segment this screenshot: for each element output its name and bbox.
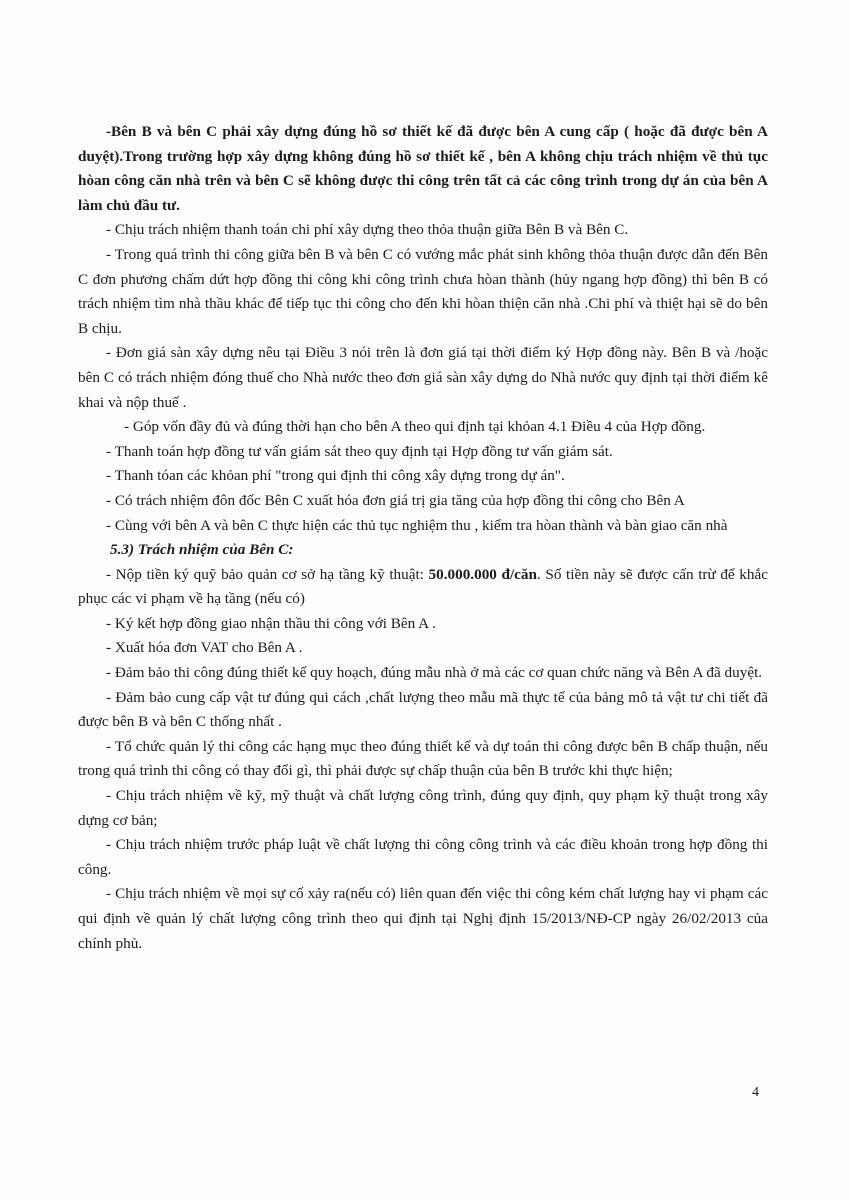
paragraph-acceptance-handover: - Cùng với bên A và bên C thực hiện các thủ tục nghiệm thu , kiểm tra hòan thành và bàn giao căn nhà: [106, 516, 728, 534]
paragraph-fees-payment: - Thanh tóan các khỏan phí "trong qui định thi công xây dựng trong dự án".: [106, 467, 565, 485]
paragraph-deposit: [78, 563, 768, 612]
paragraph-dispute-contractor: - Trong quá trình thi công giữa bên B và bên C có vướng mắc phát sinh không thỏa thuận được dẫn đến Bên C đơn phương chấm dứt hợp đồng thi công khi công trình chưa hòan thành (hủy ngang hợp đồng) thì bên B có trách nhiệm tìm nhà thầu khác để tiếp tục thi công cho đến khi hòan thiện căn nhà .Chi phí và thiệt hại sẽ do bên B chịu.: [78, 245, 768, 337]
paragraph-obligation-design: -Bên B và bên C phải xây dựng đúng hồ sơ thiết kế đã được bên A cung cấp ( hoặc đã được bên A duyệt).Trong trường hợp xây dựng không đúng hồ sơ thiết kế , bên A không chịu trách nhiệm về thủ tục hòan công căn nhà trên và bên C sẽ không được thi công trên tất cả các công trình trong dự án của bên A làm chủ đầu tư.: [78, 123, 768, 214]
page-number: 4: [752, 1085, 759, 1100]
paragraph-quality-responsibility: - Chịu trách nhiệm về kỹ, mỹ thuật và chất lượng công trình, đúng quy định, quy phạm kỹ thuật trong xây dựng cơ bản;: [78, 787, 768, 829]
paragraph-incident-responsibility: - Chịu trách nhiệm về mọi sự cố xảy ra(nếu có) liên quan đến việc thi công kém chất lượng hay vi phạm các qui định về quản lý chất lượng công trình theo qui định tại Nghị định 15/2013/NĐ-CP ngày 26/02/2013 của chính phủ.: [78, 885, 768, 952]
paragraph-supervision-payment: - Thanh toán hợp đồng tư vấn giám sát theo quy định tại Hợp đồng tư vấn giám sát.: [106, 442, 613, 460]
deposit-text-pre: - Nộp tiền ký quỹ bảo quản cơ sở hạ tầng kỹ thuật:: [106, 565, 429, 583]
paragraph-capital-contribution: - Góp vốn đầy đủ và đúng thời hạn cho bên A theo qui định tại khỏan 4.1 Điều 4 của Hợp đồng.: [124, 418, 706, 436]
paragraph-vat-invoice: - Xuất hóa đơn VAT cho Bên A .: [106, 639, 303, 657]
paragraph-payment-construction: - Chịu trách nhiệm thanh toán chi phí xây dựng theo thỏa thuận giữa Bên B và Bên C.: [106, 221, 629, 239]
deposit-text-post: . Số tiền này sẽ được cấn trừ để khắc phục các vi phạm về hạ tầng (nếu có): [78, 565, 768, 608]
document-body: [78, 120, 768, 956]
paragraph-vat-invoice-urge: - Có trách nhiệm đôn đốc Bên C xuất hóa đơn giá trị gia tăng của hợp đồng thi công cho Bên A: [106, 491, 685, 509]
paragraph-design-compliance: - Đảm bảo thi công đúng thiết kế quy hoạch, đúng mẫu nhà ở mà các cơ quan chức năng và Bên A đã duyệt.: [106, 664, 763, 682]
deposit-amount: 50.000.000 đ/căn: [428, 565, 537, 583]
paragraph-sign-contract: - Ký kết hợp đồng giao nhận thầu thi công với Bên A .: [106, 614, 436, 632]
paragraph-material-supply: - Đảm bảo cung cấp vật tư đúng qui cách ,chất lượng theo mẫu mã thực tế của bảng mô tả vật tư chi tiết đã được bên B và bên C thống nhất .: [78, 688, 768, 731]
paragraph-construction-management: - Tổ chức quản lý thi công các hạng mục theo đúng thiết kế và dự toán thi công được bên B chấp thuận, nếu trong quá trình thi công có thay đổi gì, thì phải được sự chấp thuận của bên B trước khi thực hiện;: [78, 737, 768, 780]
paragraph-unit-price-tax: - Đơn giá sàn xây dựng nêu tại Điều 3 nói trên là đơn giá tại thời điểm ký Hợp đồng này. Bên B và /hoặc bên C có trách nhiệm đóng thuế cho Nhà nước theo đơn giá sàn xây dựng do Nhà nước quy định tại thời điểm kê khai và nộp thuế .: [78, 344, 768, 411]
paragraph-legal-responsibility: - Chịu trách nhiệm trước pháp luật về chất lượng thi công công trình và các điều khoản trong hợp đồng thi công.: [78, 836, 768, 878]
section-heading-5-3: 5.3) Trách nhiệm của Bên C:: [110, 541, 294, 559]
